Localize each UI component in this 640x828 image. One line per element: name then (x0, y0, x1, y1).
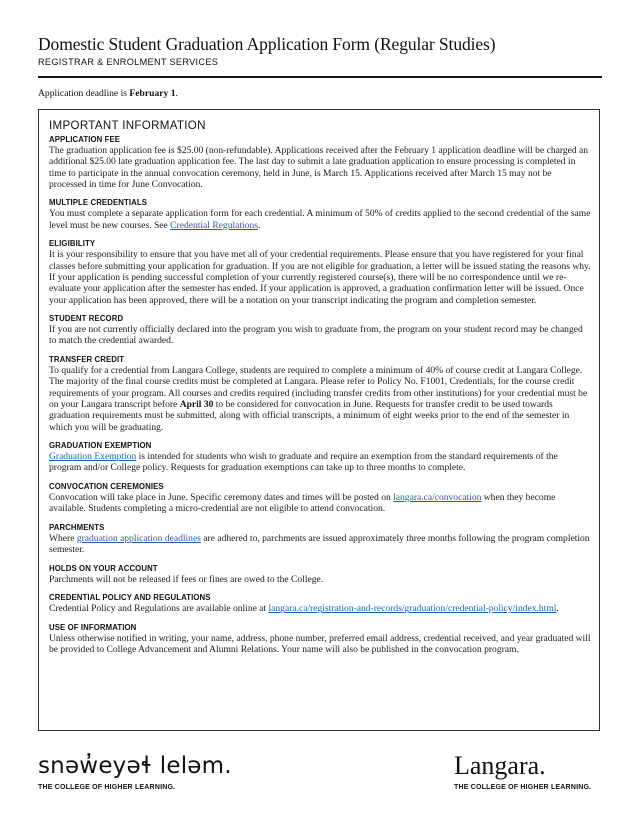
section-heading: GRADUATION EXEMPTION (49, 441, 152, 451)
section-heading: APPLICATION FEE (49, 135, 121, 144)
section-student-record (49, 314, 591, 347)
section-body (49, 451, 591, 474)
section-transfer-credit (49, 355, 591, 433)
deadline-date: February 1 (129, 88, 176, 99)
section-heading: CREDENTIAL POLICY AND REGULATIONS (49, 593, 211, 603)
body-text: are adhered to, parchments are issued approximately three months following the program completion semester. (49, 532, 590, 556)
body-text: You must complete a separate application form for each credential. A minimum of 50% of credits applied to the second credential of the same level must be new courses. See (49, 208, 591, 231)
credential-policy-link[interactable]: langara.ca/registration-and-records/graduation/credential-policy/index.html (268, 603, 557, 615)
section-heading: HOLDS ON YOUR ACCOUNT (49, 563, 158, 573)
section-body (49, 533, 591, 556)
snaweyal-lelam-logo (38, 752, 232, 791)
body-text: To qualify for a credential from Langara College, students are required to complete a minimum of 40% of course credit at Langara College. The majority of the final course credits must be completed at Langara. Please refer to Policy No. F1001, Credentials, for the course credit requirements of your program. All courses and credits required (including transfer credits from other institutions) for your credential must be on your Langara transcript before (49, 365, 588, 410)
section-body (49, 208, 591, 231)
body-text: Where (49, 532, 77, 544)
body-text: to be considered for convocation in June. Requests for transfer credit to be used towards graduation requirements must be submitted, along with official transcripts, a minimum of eight weeks prior to the end of the semester in which you will be graduating. (49, 398, 570, 433)
section-multiple-credentials (49, 198, 591, 231)
section-graduation-exemption (49, 441, 591, 474)
logo-tagline: THE COLLEGE OF HIGHER LEARNING. (38, 784, 176, 791)
section-body: Unless otherwise notified in writing, your name, address, phone number, preferred email address, credential received, and year graduated will be provided to College Advancement and Alumni Relations. Your name will also be published in the convocation program. (49, 632, 591, 656)
section-body (49, 603, 591, 614)
section-body: Parchments will not be released if fees or fines are owed to the College. (49, 573, 324, 585)
section-parchments (49, 523, 591, 556)
credential-regulations-link[interactable]: Credential Regulations (170, 219, 258, 231)
langara-logo (454, 752, 591, 791)
section-body: It is your responsibility to ensure that you have met all of your credential requirements. Please ensure that you have registered for your final classes before submitting your application for graduation. If you are not eligible for graduation, a letter will be issued stating the reasons why. If your application is pending successful completion of your currently registered course(s), there will be no correspondence until we re-evaluate your application after the semester has ended. If your application is approved, a graduation confirmation letter will be issued. Once your application has been approved, there will be a notation on your transcript indicating the program and completion semester. (49, 249, 591, 306)
header-divider (38, 76, 602, 78)
department-subtitle: REGISTRAR & ENROLMENT SERVICES (38, 57, 219, 67)
logo-wordmark: snəw̓eyəɬ leləm. (38, 753, 232, 779)
transcript-deadline: April 30 (179, 398, 214, 410)
body-text: . (257, 219, 261, 231)
deadline-line (38, 88, 178, 99)
body-text: Credential Policy and Regulations are available online at (49, 603, 269, 615)
logo-wordmark: Langara. (454, 751, 546, 780)
graduation-exemption-link[interactable]: Graduation Exemption (49, 451, 137, 463)
section-heading: USE OF INFORMATION (49, 622, 137, 632)
convocation-link[interactable]: langara.ca/convocation (393, 492, 482, 504)
body-text: Convocation will take place in June. Specific ceremony dates and times will be posted on (49, 492, 394, 504)
important-information-box (38, 109, 600, 731)
section-body (49, 365, 591, 433)
section-heading: PARCHMENTS (49, 522, 105, 532)
application-deadlines-link[interactable]: graduation application deadlines (76, 532, 201, 544)
deadline-prefix: Application deadline is (38, 88, 130, 99)
section-heading: STUDENT RECORD (49, 314, 124, 324)
section-use-of-information (49, 623, 591, 656)
section-credential-policy (49, 593, 591, 614)
section-body: The graduation application fee is $25.00 (non-refundable). Applications received after the February 1 application deadline will be charged an additional $25.00 late graduation application fee. The last day to submit a late graduation application to ensure processing is completed in time to participate in the annual convocation ceremony, held in June, is March 15. Applications received after March 15 may not be processed in time for June Convocation. (49, 145, 589, 190)
section-heading: CONVOCATION CEREMONIES (49, 482, 164, 492)
page-title: Domestic Student Graduation Application Form (Regular Studies) (38, 34, 496, 54)
section-application-fee (49, 135, 591, 190)
logo-tagline: THE COLLEGE OF HIGHER LEARNING. (454, 784, 592, 791)
body-text: when they become available. Students completing a micro-credential are not eligible to attend convocation. (49, 492, 556, 515)
section-heading: ELIGIBILITY (49, 239, 96, 249)
section-convocation-ceremonies (49, 482, 591, 515)
section-body: If you are not currently officially declared into the program you wish to graduate from, the program on your student record may be changed to match the credential awarded. (49, 324, 583, 347)
section-holds (49, 564, 591, 585)
section-heading: MULTIPLE CREDENTIALS (49, 198, 148, 208)
section-heading: TRANSFER CREDIT (49, 355, 125, 365)
info-box-title: IMPORTANT INFORMATION (49, 119, 206, 132)
section-body (49, 492, 591, 515)
body-text: is intended for students who wish to graduate and require an exemption from the standard requirements of the program and/or College policy. Requests for graduation exemptions can take up to three months to complete. (49, 451, 558, 474)
body-text: . (556, 603, 559, 615)
section-eligibility (49, 239, 591, 305)
deadline-suffix: . (175, 88, 178, 99)
